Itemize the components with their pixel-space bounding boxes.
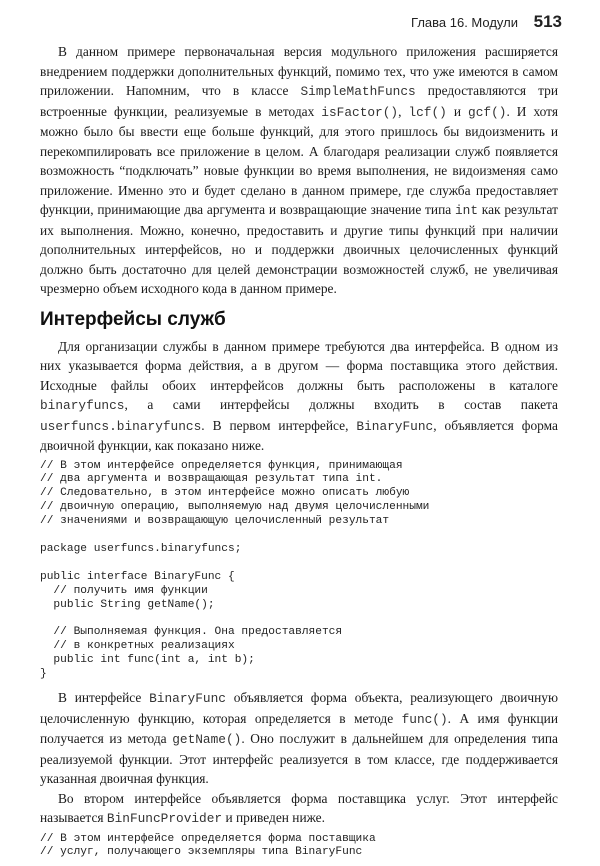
inline-code: SimpleMathFuncs — [300, 84, 416, 99]
inline-code: BinFuncProvider — [106, 811, 223, 826]
text-run: В данном примере первоначальная версия модульного приложения расширяется внедрением поддержки дополнительных функций, помимо тех, что уже имеются в самом приложении. Напомним, что в классе — [40, 44, 558, 98]
running-head — [411, 12, 562, 32]
text-run: объявляется форма объекта, реализующего двоичную целочисленную функцию, которая определяется в методе — [40, 690, 558, 726]
text-run: , — [398, 103, 409, 119]
text-run: Во втором интерфейсе объявляется форма поставщика услуг. Этот интерфейс называется — [40, 790, 558, 825]
text-run: . В первом интерфейсе, — [201, 417, 357, 433]
code-listing-binfuncprovider: // В этом интерфейсе определяется форма поставщика // услуг, получающего экземпляры типа BinaryFunc — [40, 832, 376, 859]
inline-code: BinaryFunc — [149, 691, 226, 706]
paragraph-3 — [40, 688, 558, 789]
inline-code: getName() — [172, 732, 242, 747]
text-run: , а сами интерфейсы должны входить в состав пакета — [124, 397, 558, 412]
text-run: Для организации службы в данном примере требуются два интерфейса. В одном из них указывается форма действия, а в другом — форма поставщика этого действия. Исходные файлы обоих интерфейсов должны быть расположены в каталоге — [40, 338, 558, 393]
inline-code: int — [454, 203, 479, 218]
inline-code: BinaryFunc — [356, 418, 434, 434]
text-run: . И хотя можно было бы ввести еще больше функций, для этого пришлось бы видоизменить и перекомпилировать все приложение в целом. А благодаря реализации служб появляется возможность “подключать” новые функции во время выполнения, не видоизменяя само приложение. Именно это и будет сделано в данном примере, где служба предоставляет функции, принимающие два аргумента и возвращающие значение типа — [40, 103, 558, 217]
page-content — [40, 42, 558, 866]
text-run: предоставляются три встроенные функции, реализуемые в методах — [40, 83, 558, 119]
paragraph-2 — [40, 337, 558, 456]
code-listing-binaryfunc: // В этом интерфейсе определяется функция, принимающая // два аргумента и возвращающая результат типа int. // Следовательно, в этом интерфейсе можно описать любую // двоичную операцию, выполняемую над двумя целочисленными // значениями и возвращающую целочисленный результат package userfuncs.binaryfuncs; public interface BinaryFunc { // получить имя функции public String getName(); // Выполняемая функция. Она предоставляется // в конкретных реализациях public int func(int a, int b); } — [40, 459, 430, 681]
paragraph-4 — [40, 789, 558, 829]
text-run: и — [446, 103, 469, 119]
text-run: В интерфейсе — [58, 690, 150, 705]
text-run: . Оно послужит в дальнейшем для определения типа реализуемой функции. Этот интерфейс реализуется в том классе, где поддерживается указанная двоичная функция. — [40, 731, 558, 786]
paragraph-1 — [40, 42, 558, 299]
page-number: 513 — [533, 12, 562, 31]
section-heading: Интерфейсы служб — [40, 308, 226, 330]
chapter-title: Глава 16. Модули — [411, 15, 518, 30]
inline-code: userfuncs.binaryfuncs — [40, 418, 202, 434]
text-run: как результат их выполнения. Можно, конечно, предоставить и другие типы функций при наличии дополнительных интерфейсов, но и поддержки двоичных целочисленных функций должно быть достаточно для целей демонстрации возможностей служб, не увеличивая чрезмерно объем исходного кода в данном примере. — [40, 202, 558, 296]
inline-code: func() — [401, 711, 448, 727]
inline-code: binaryfuncs — [40, 398, 125, 413]
inline-code: isFactor() — [321, 104, 399, 120]
text-run: и приведен ниже. — [222, 810, 325, 825]
inline-code: lcf() — [408, 104, 447, 120]
inline-code: gcf() — [468, 104, 507, 120]
text-run: . А имя функции получается из метода — [40, 710, 558, 746]
text-run: , объявляется форма двоичной функции, как показано ниже. — [40, 417, 558, 453]
